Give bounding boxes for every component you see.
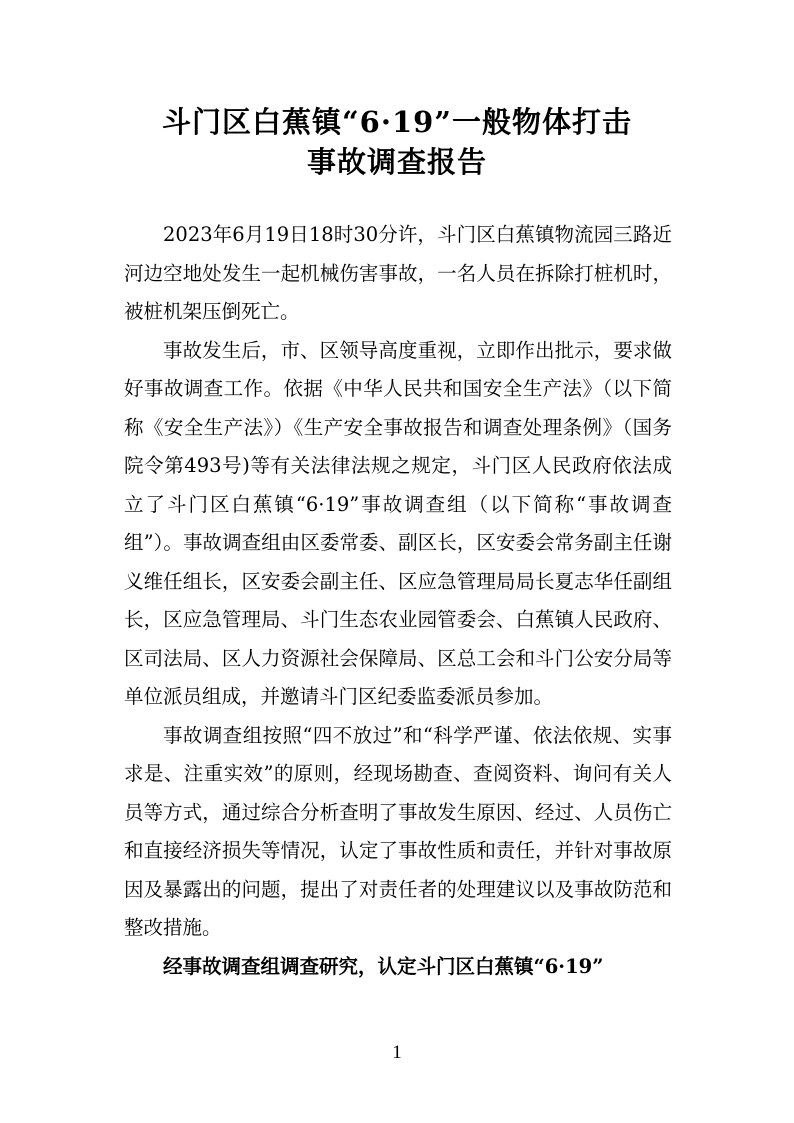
paragraph-conclusion: 经事故调查组调查研究，认定斗门区白蕉镇“6·19” [163, 954, 604, 978]
paragraph-investigation-principles: 事故调查组按照“四不放过”和“科学严谨、依法依规、实事求是、注重实效”的原则，经现场勘查、查阅资料、询问有关人员等方式，通过综合分析查明了事故发生原因、经过、人员伤亡和直接经济损失等情况，认定了事故性质和责任，并针对事故原因及暴露出的问题，提出了对责任者的处理建议以及事故防范和整改措施。 [124, 723, 672, 939]
document-title-line-1: 斗门区白蕉镇“6·19”一般物体打击 [162, 105, 632, 139]
document-title-line-2: 事故调查报告 [306, 145, 487, 179]
document-body [124, 216, 672, 986]
page-number: 1 [392, 1042, 402, 1063]
paragraph-investigation-team: 事故发生后，市、区领导高度重视，立即作出批示，要求做好事故调查工作。依据《中华人民共和国安全生产法》（以下简称《安全生产法》）《生产安全事故报告和调查处理条例》（国务院令第493号)等有关法律法规之规定，斗门区人民政府依法成立了斗门区白蕉镇“6·19”事故调查组（以下简称“事故调查组”）。事故调查组由区委常委、副区长，区安委会常务副主任谢义维任组长，区安委会副主任、区应急管理局局长夏志华任副组长，区应急管理局、斗门生态农业园管委会、白蕉镇人民政府、区司法局、区人力资源社会保障局、区总工会和斗门公安分局等单位派员组成，并邀请斗门区纪委监委派员参加。 [124, 338, 672, 708]
paragraph-incident-summary: 2023年6月19日18时30分许，斗门区白蕉镇物流园三路近河边空地处发生一起机械伤害事故，一名人员在拆除打桩机时，被桩机架压倒死亡。 [124, 223, 672, 323]
